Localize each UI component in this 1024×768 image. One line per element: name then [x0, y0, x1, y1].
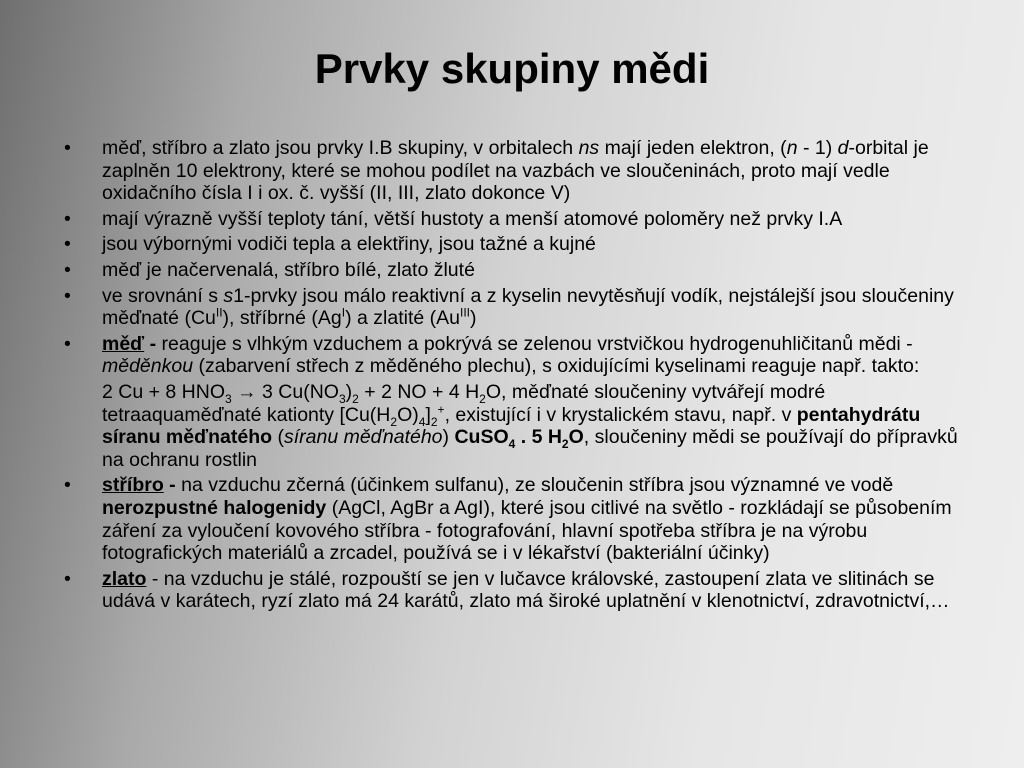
- italic-text: ns: [578, 137, 600, 159]
- bold-text: pentahydrátu síranu měďnatého: [102, 403, 921, 449]
- text: ), stříbrné (Ag: [222, 307, 342, 330]
- bullet-marker: •: [64, 233, 71, 256]
- equation-paragraph: [64, 381, 964, 471]
- text: ]: [425, 403, 431, 426]
- superscript: I: [341, 305, 346, 320]
- term-gold: zlato: [102, 567, 147, 590]
- text: ) a zlatité (Au: [345, 307, 460, 330]
- text: ve srovnání s: [102, 284, 224, 307]
- text: ): [442, 426, 455, 449]
- text: měď, stříbro a zlato jsou prvky I.B skupiny, v orbitalech: [102, 137, 579, 159]
- formula-bold: O: [568, 426, 584, 449]
- bullet-item-7: [64, 474, 964, 564]
- bullet-item-2: [64, 208, 964, 231]
- bold-text: -: [144, 332, 157, 355]
- superscript: II: [215, 305, 223, 320]
- bullet-marker: •: [64, 207, 71, 230]
- text: ): [470, 307, 477, 330]
- text: (: [272, 426, 284, 449]
- text: mají jeden elektron, (: [599, 137, 787, 159]
- text: 1-prvky jsou málo reaktivní a z kyselin nevytěsňují vodík, nejstálejší jsou sloučeniny měďnaté (Cu: [102, 284, 954, 330]
- formula-bold: CuSO: [454, 426, 509, 449]
- bold-text: -: [163, 474, 176, 497]
- term-silver: stříbro: [102, 474, 164, 497]
- text: O, měďnaté sloučeniny vytvářejí modré tetraaquaměďnaté kationty [Cu(H: [102, 380, 826, 426]
- text: (zabarvení střech z měděného plechu), s oxidujícími kyselinami reaguje např. takto:: [193, 355, 920, 378]
- subscript: 3: [225, 391, 232, 406]
- subscript: 2: [479, 391, 486, 406]
- text: -orbital je zaplněn 10 elektrony, které se mohou podílet na vazbách ve sloučeninách, proto mají vedle oxidačního čísla I i ox. č. vyšší (II, III, zlato dokonce V): [102, 137, 929, 205]
- text: , sloučeniny mědi se používají do přípravků na ochranu rostlin: [102, 426, 958, 471]
- subscript: 4: [508, 437, 516, 452]
- bullet-item-3: [64, 233, 964, 256]
- subscript: 2: [390, 414, 398, 429]
- bullet-item-1: [64, 137, 964, 205]
- bold-text: nerozpustné halogenidy: [102, 496, 327, 519]
- subscript: 2: [352, 391, 359, 406]
- bullet-item-6: [64, 333, 964, 378]
- term-copper: měď: [102, 332, 145, 355]
- superscript: III: [459, 305, 470, 320]
- text: + 2 NO + 4 H: [358, 380, 480, 403]
- italic-text: měděnkou: [102, 355, 194, 378]
- bullet-item-4: [64, 259, 964, 282]
- subscript: 2: [561, 437, 569, 452]
- text: jsou výbornými vodiči tepla a elektřiny, jsou tažné a kujné: [102, 233, 596, 256]
- bullet-list: [64, 137, 964, 616]
- text: - 1): [797, 137, 838, 159]
- bullet-marker: •: [64, 137, 71, 159]
- bullet-marker: •: [64, 332, 71, 355]
- italic-text: síranu měďnatého: [283, 426, 443, 449]
- bullet-item-8: [64, 568, 964, 613]
- italic-text: s: [223, 284, 234, 307]
- subscript: 3: [338, 391, 346, 406]
- text: reaguje s vlhkým vzduchem a pokrývá se zelenou vrstvičkou hydrogenuhličitanů mědi -: [156, 332, 913, 355]
- text: → 3 Cu(NO: [231, 380, 339, 403]
- bullet-marker: •: [64, 258, 71, 281]
- text: mají výrazně vyšší teploty tání, větší hustoty a menší atomové poloměry než prvky I.A: [102, 207, 843, 230]
- slide-title: Prvky skupiny mědi: [314, 45, 710, 92]
- text: měď je načervenalá, stříbro bílé, zlato žluté: [102, 258, 475, 281]
- italic-text: n: [786, 137, 798, 159]
- bullet-marker: •: [64, 284, 71, 307]
- text: na vzduchu zčerná (účinkem sulfanu), ze sloučenin stříbra jsou významné ve vodě: [175, 474, 894, 497]
- italic-text: d: [837, 137, 849, 159]
- text: ): [345, 380, 353, 403]
- text: (AgCl, AgBr a AgI), které jsou citlivé na světlo - rozkládají se působením záření za vyloučení kovového stříbra - fotografování, hlavní spotřeba stříbra je na výrobu fotografických materiálů a zrcadel, používá se i v lékařství (bakteriální účinky): [102, 496, 952, 565]
- subscript: 4: [418, 414, 426, 429]
- text: , existující i v krystalickém stavu, např. v: [444, 403, 797, 426]
- formula-bold: . 5 H: [515, 426, 562, 449]
- bullet-marker: •: [64, 567, 71, 590]
- bullet-marker: •: [64, 474, 71, 497]
- text: - na vzduchu je stálé, rozpouští se jen v lučavce královské, zastoupení zlata ve slitinách se udává v karátech, ryzí zlato má 24 karátů, zlato má široké uplatnění v klenotnictví, zdravotnictví,…: [102, 567, 950, 613]
- text: 2 Cu + 8 HNO: [102, 380, 226, 403]
- subscript: 2: [430, 414, 438, 429]
- text: O): [397, 403, 419, 426]
- superscript: +: [437, 402, 445, 417]
- bullet-item-5: [64, 285, 964, 330]
